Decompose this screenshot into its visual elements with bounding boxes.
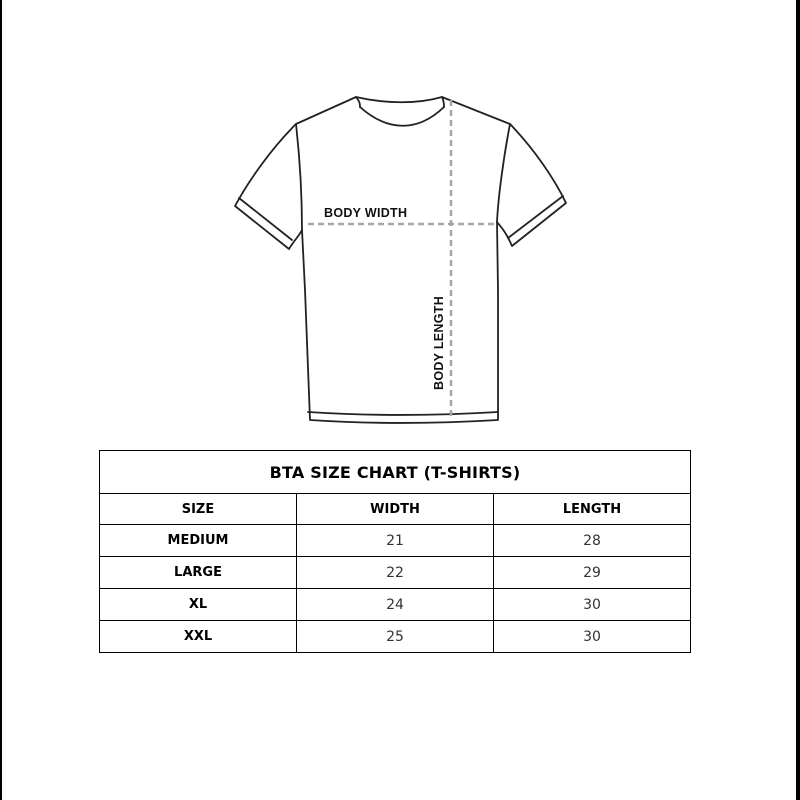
left-sleeve-seam <box>296 124 302 230</box>
row-length-cell: 30 <box>494 621 691 653</box>
row-size-cell: MEDIUM <box>100 525 297 557</box>
table-row <box>100 589 691 621</box>
table-title-row <box>100 451 691 494</box>
row-width-cell: 21 <box>297 525 494 557</box>
tshirt-outline <box>235 97 566 423</box>
row-length-cell: 28 <box>494 525 691 557</box>
size-chart-table <box>99 450 691 653</box>
header-width: WIDTH <box>297 494 494 525</box>
row-width-cell: 22 <box>297 557 494 589</box>
row-size-cell: LARGE <box>100 557 297 589</box>
tshirt-body <box>235 97 566 423</box>
row-length-cell: 30 <box>494 589 691 621</box>
row-width-cell: 24 <box>297 589 494 621</box>
header-length: LENGTH <box>494 494 691 525</box>
row-length-cell: 29 <box>494 557 691 589</box>
right-sleeve-hem <box>508 196 563 238</box>
row-size-cell: XXL <box>100 621 297 653</box>
row-size-cell: XL <box>100 589 297 621</box>
header-size: SIZE <box>100 494 297 525</box>
measurement-guides <box>308 100 496 418</box>
tshirt-collar-inner <box>360 107 444 126</box>
right-sleeve-seam <box>497 124 510 222</box>
bottom-hem <box>308 412 498 415</box>
row-width-cell: 25 <box>297 621 494 653</box>
left-sleeve-hem <box>239 198 292 240</box>
body-width-label: BODY WIDTH <box>324 206 408 220</box>
table-row <box>100 525 691 557</box>
table-header-row <box>100 494 691 525</box>
table-row <box>100 621 691 653</box>
table-title: BTA SIZE CHART (T-SHIRTS) <box>100 451 691 494</box>
body-length-label: BODY LENGTH <box>432 295 446 390</box>
table-row <box>100 557 691 589</box>
